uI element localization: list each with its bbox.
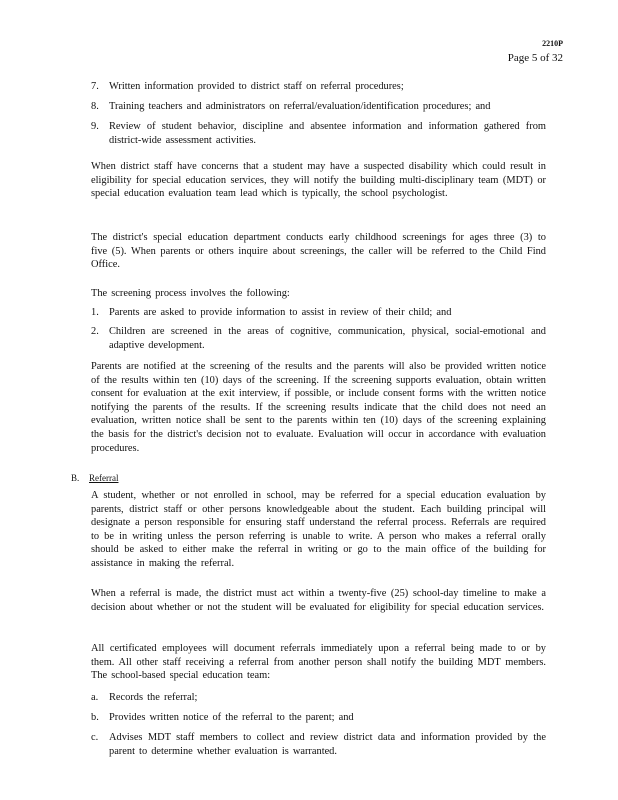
list-text: Written information provided to district staff on referral procedures; xyxy=(109,81,404,92)
list-marker: 2. xyxy=(91,326,99,337)
list-item xyxy=(91,120,546,147)
section-title: Referral xyxy=(89,473,119,483)
list-item xyxy=(91,100,546,114)
list-text: Provides written notice of the referral to the parent; and xyxy=(109,712,354,723)
paragraph-screening-results: Parents are notified at the screening of the results and the parents will also be provided written notice of the results within ten (10) days of the screening. If the screening supports evaluation, obtain written consent for evaluation at the exit interview, if possible, or include consent forms with the written notice notifying the parents of the results. If the screening results indicate that the child does not need an evaluation, written notice shall be sent to the parents within ten (10) days of the screening explaining the basis for the district's decision not to evaluate. Evaluation will occur in accordance with evaluation procedures. xyxy=(91,361,546,454)
list-marker: b. xyxy=(91,712,99,723)
paragraph-referral: A student, whether or not enrolled in school, may be referred for a special education evaluation by parents, district staff or other persons knowledgeable about the student. Each building principal will designate a person responsible for ensuring staff understand the referral process. Referrals are required to be in writing unless the person referring is unable to write. A person who makes a referral orally should be asked to either make the referral in writing or go to the main office of the building for assistance in making the referral. xyxy=(91,490,546,569)
paragraph-referral-timeline: When a referral is made, the district must act within a twenty-five (25) school-day timeline to make a decision about whether or not the student will be evaluated for eligibility for special education services. xyxy=(91,588,546,613)
list-item xyxy=(91,325,546,352)
list-text: Review of student behavior, discipline and absentee information and information gathered from district-wide assessment activities. xyxy=(109,121,546,146)
list-marker: c. xyxy=(91,732,99,743)
section-heading xyxy=(71,472,118,484)
list-marker: 7. xyxy=(91,81,99,92)
paragraph-mdt-notification: When district staff have concerns that a student may have a suspected disability which could result in eligibility for special education services, they will notify the building multi-disciplinary team (MDT) or special education evaluation team lead which is typically, the school psychologist. xyxy=(91,161,546,200)
page-number: Page 5 of 32 xyxy=(507,52,563,64)
list-text: Parents are asked to provide information to assist in review of their child; and xyxy=(109,307,452,318)
list-marker: a. xyxy=(91,692,99,703)
list-text: Advises MDT staff members to collect and review district data and information provided by the parent to determine whether evaluation is warranted. xyxy=(109,732,546,757)
paragraph-screening-intro: The screening process involves the following: xyxy=(91,288,290,299)
paragraph-early-childhood-screening: The district's special education department conducts early childhood screenings for ages three (3) to five (5). When parents or others inquire about screenings, the caller will be referred to the Child Find Office. xyxy=(91,232,546,271)
list-text: Children are screened in the areas of cognitive, communication, physical, social-emotional and adaptive development. xyxy=(109,326,546,351)
policy-code: 2210P xyxy=(542,39,563,48)
list-item xyxy=(91,711,546,725)
list-item xyxy=(91,691,546,705)
list-text: Training teachers and administrators on referral/evaluation/identification procedures; and xyxy=(109,101,491,112)
list-marker: 9. xyxy=(91,121,99,132)
list-marker: 1. xyxy=(91,307,99,318)
list-item xyxy=(91,306,546,320)
list-item xyxy=(91,80,546,94)
list-marker: 8. xyxy=(91,101,99,112)
list-item xyxy=(91,731,546,758)
list-text: Records the referral; xyxy=(109,692,198,703)
section-letter: B. xyxy=(71,473,80,483)
paragraph-referral-documentation: All certificated employees will document referrals immediately upon a referral being made to or by them. All other staff receiving a referral from another person shall notify the building MDT members. The school-based special education team: xyxy=(91,643,546,682)
